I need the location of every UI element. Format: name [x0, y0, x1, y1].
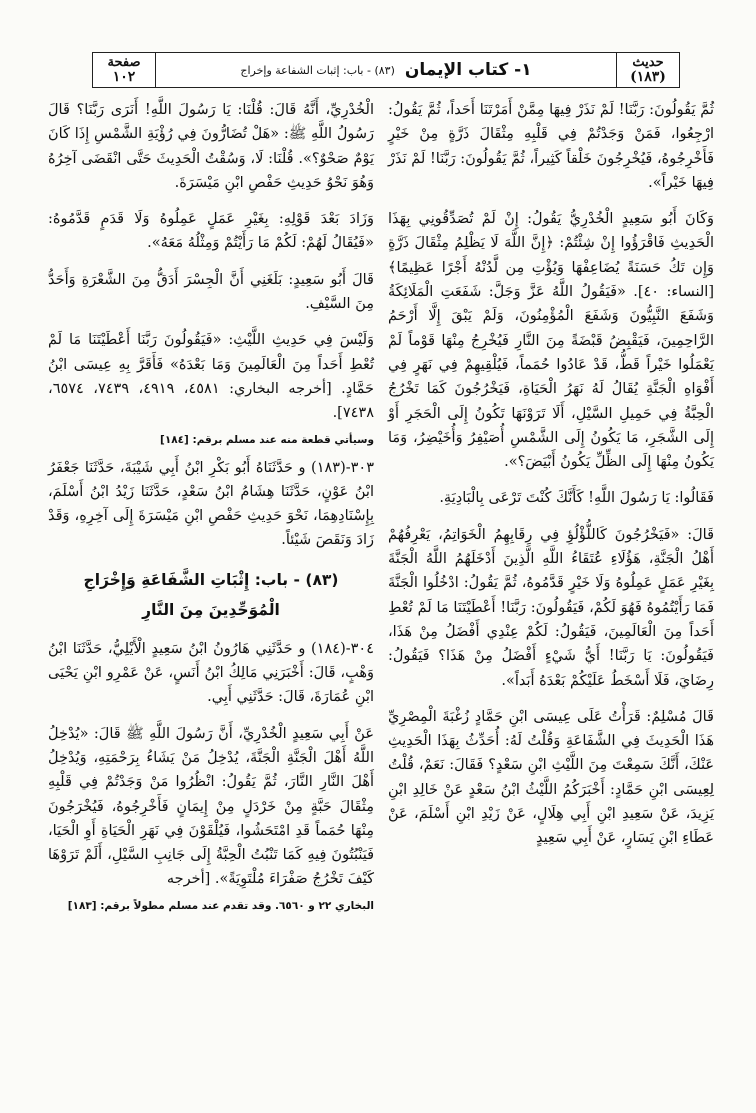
- page-label: صفحة: [107, 55, 141, 70]
- paragraph: وَكَانَ أَبُو سَعِيدٍ الْخُدْرِيُّ يَقُولُ: إِنْ لَمْ تُصَدِّقُونِي بِهَذَا الْحَدِيثِ فَاقْرَؤُوا إِنْ شِئْتُمْ: ﴿إِنَّ اللَّهَ لَا يَظْلِمُ مِثْقَالَ ذَرَّةٍ وَإِن تَكُ حَسَنَةً يُضَاعِفْهَا وَيُؤْتِ مِن لَّدُنْهُ أَجْرًا عَظِيمًا﴾ [النساء: ٤٠]. «فَيَقُولُ اللَّهُ عَزَّ وَجَلَّ: شَفَعَتِ الْمَلَائِكَةُ وَشَفَعَ النَّبِيُّونَ وَشَفَعَ الْمُؤْمِنُونَ، وَلَمْ يَبْقَ إِلَّا أَرْحَمُ الرَّاحِمِينَ، فَيَقْبِضُ قَبْضَةً مِنَ النَّارِ فَيُخْرِجُ مِنْهَا قَوْماً لَمْ يَعْمَلُوا خَيْراً قَطُّ، قَدْ عَادُوا حُمَماً، فَيُلْقِيهِمْ فِي نَهَرٍ فِي أَفْوَاهِ الْجَنَّةِ يُقَالُ لَهُ نَهَرُ الْحَيَاةِ، فَيَخْرُجُونَ كَمَا تَخْرُجُ الْحِبَّةُ فِي حَمِيلِ السَّيْلِ، أَلَا تَرَوْنَهَا تَكُونُ إِلَى الْحَجَرِ أَوْ إِلَى الشَّجَرِ، مَا يَكُونُ إِلَى الشَّمْسِ أُصَيْفِرُ وَأُخَيْضِرُ، وَمَا يَكُونُ مِنْهَا إِلَى الظِّلِّ يَكُونُ أَبْيَضَ؟».: [388, 211, 714, 471]
- book-title: ١- كتاب الإيمان: [404, 60, 532, 80]
- paragraph: قَالَ مُسْلِمٌ: قَرَأْتُ عَلَى عِيسَى ابْنِ حَمَّادٍ زُغْبَةَ الْمِصْرِيِّ هَذَا الْحَدِيثَ فِي الشَّفَاعَةِ وَقُلْتُ لَهُ: أُحَدِّثُ بِهَذَا الْحَدِيثِ عَنْكَ، أَنَّكَ سَمِعْتَ مِنَ اللَّيْثِ ابْنِ سَعْدٍ؟ فَقَالَ: نَعَمْ، قُلْتُ لِعِيسَى ابْنِ حَمَّادٍ: أَخْبَرَكُمُ اللَّيْثُ ابْنُ سَعْدٍ عَنْ خَالِدِ ابْنِ يَزِيدَ، عَنْ سَعِيدِ ابْنِ أَبِي هِلَالٍ، عَنْ زَيْدِ ابْنِ أَسْلَمَ، عَنْ عَطَاءِ ابْنِ يَسَارٍ، عَنْ أَبِي سَعِيدٍ: [388, 708, 714, 847]
- page-number-box: [93, 53, 156, 87]
- paragraph: قَالَ أَبُو سَعِيدٍ: بَلَغَنِي أَنَّ الْجِسْرَ أَدَقُّ مِنَ الشَّعْرَةِ وَأَحَدُّ مِنَ السَّيْفِ.: [48, 271, 374, 313]
- hadith-label: حديث: [632, 55, 664, 70]
- hadith-number: (١٨٣): [630, 69, 666, 85]
- footnote: البخاري ٢٢ و ٦٥٦٠. وقد تقدم عند مسلم مطولاً برقم: [١٨٣]: [67, 899, 374, 912]
- right-column: [388, 98, 714, 863]
- paragraph: ثُمَّ يَقُولُونَ: رَبَّنَا! لَمْ نَذَرْ فِيهَا مِمَّنْ أَمَرْتَنَا أَحَداً، ثُمَّ يَقُولُ: ارْجِعُوا، فَمَنْ وَجَدْتُمْ فِي قَلْبِهِ مِثْقَالَ ذَرَّةٍ مِنْ خَيْرٍ فَأَخْرِجُوهُ، فَيُخْرِجُونَ خَلْقاً كَثِيراً، ثُمَّ يَقُولُونَ: رَبَّنَا! لَمْ نَذَرْ فِيهَا خَيْراً».: [388, 102, 714, 191]
- hadith-chain: ٣٠٤-(١٨٤) و حَدَّثَنِي هَارُونُ ابْنُ سَعِيدٍ الْأَيْلِيُّ، حَدَّثَنَا ابْنُ وَهْبٍ، قَالَ: أَخْبَرَنِي مَالِكُ ابْنُ أَنَسٍ، عَنْ عَمْرِو ابْنِ يَحْيَى ابْنِ عُمَارَةَ، قَالَ: حَدَّثَنِي أَبِي.: [48, 640, 374, 706]
- paragraph: قَالَ: «فَيَخْرُجُونَ كَاللُّؤْلُؤِ فِي رِقَابِهِمُ الْخَوَاتِمُ، يَعْرِفُهُمْ أَهْلُ الْجَنَّةِ، هَؤُلَاءِ عُتَقَاءُ اللَّهِ الَّذِينَ أَدْخَلَهُمُ اللَّهُ الْجَنَّةَ بِغَيْرِ عَمَلٍ عَمِلُوهُ وَلَا خَيْرٍ قَدَّمُوهُ، ثُمَّ يَقُولُ: ادْخُلُوا الْجَنَّةَ فَمَا رَأَيْتُمُوهُ فَهُوَ لَكُمْ، فَيَقُولُونَ: رَبَّنَا! أَعْطَيْتَنَا مَا لَمْ تُعْطِ أَحَداً مِنَ الْعَالَمِينَ، فَيَقُولُ: لَكُمْ عِنْدِي أَفْضَلُ مِنْ هَذَا، فَيَقُولُونَ: يَا رَبَّنَا! أَيُّ شَيْءٍ أَفْضَلُ مِنْ هَذَا؟ فَيَقُولُ: رِضَايَ، فَلَا أَسْخَطُ عَلَيْكُمْ بَعْدَهُ أَبَداً».: [388, 526, 714, 689]
- paragraph: عَنْ أَبِي سَعِيدٍ الْخُدْرِيِّ، أَنَّ رَسُولَ اللَّهِ ﷺ قَالَ: «يُدْخِلُ اللَّهُ أَهْلَ الْجَنَّةِ الْجَنَّةَ، يُدْخِلُ مَنْ يَشَاءُ بِرَحْمَتِهِ، وَيُدْخِلُ أَهْلَ النَّارِ النَّارَ، ثُمَّ يَقُولُ: انْظُرُوا مَنْ وَجَدْتُمْ فِي قَلْبِهِ مِثْقَالَ حَبَّةٍ مِنْ خَرْدَلٍ مِنْ إِيمَانٍ فَأَخْرِجُوهُ، فَيُخْرَجُونَ مِنْهَا حُمَماً قَدِ امْتَحَشُوا، فَيُلْقَوْنَ فِي نَهَرِ الْحَيَاةِ أَوِ الْحَيَا، فَيَنْبُتُونَ فِيهِ كَمَا تَنْبُتُ الْحِبَّةُ إِلَى جَانِبِ السَّيْلِ، أَلَمْ تَرَوْهَا كَيْفَ تَخْرُجُ صَفْرَاءَ مُلْتَوِيَةً». [أخرجه: [48, 725, 374, 888]
- hadith-number-box: [616, 53, 679, 87]
- paragraph: وَلَيْسَ فِي حَدِيثِ اللَّيْثِ: «فَيَقُولُونَ رَبَّنَا أَعْطَيْتَنَا مَا لَمْ تُعْطِ أَحَداً مِنَ الْعَالَمِينَ وَمَا بَعْدَهُ» فَأَقَرَّ بِهِ عِيسَى ابْنُ حَمَّادٍ. [أخرجه البخاري: ٤٥٨١، ٤٩١٩، ٧٤٣٩، ٦٥٧٤، ٧٤٣٨].: [48, 332, 374, 422]
- page-header: [92, 52, 680, 88]
- chapter-title: (٨٣) - باب: إثبات الشفاعة وإخراج: [240, 63, 395, 77]
- left-column: [48, 98, 374, 922]
- paragraph: الْخُدْرِيِّ، أَنَّهُ قَالَ: قُلْنَا: يَا رَسُولَ اللَّهِ! أَنَرَى رَبَّنَا؟ قَالَ رَسُولُ اللَّهِ ﷺ: «هَلْ تُضَارُّونَ فِي رُؤْيَةِ الشَّمْسِ إِذَا كَانَ يَوْمٌ صَحْوٌ؟». قُلْنَا: لَا، وَسُقْتُ الْحَدِيثَ حَتَّى انْقَضَى آخِرُهُ وَهُوَ نَحْوُ حَدِيثِ حَفْصِ ابْنِ مَيْسَرَةَ.: [48, 102, 374, 191]
- hadith-chain: ٣٠٣-(١٨٣) و حَدَّثَنَاهُ أَبُو بَكْرِ ابْنُ أَبِي شَيْبَةَ، حَدَّثَنَا جَعْفَرُ ابْنُ عَوْنٍ، حَدَّثَنَا هِشَامُ ابْنُ سَعْدٍ، حَدَّثَنَا زَيْدُ ابْنُ أَسْلَمَ، بِإِسْنَادِهِمَا، نَحْوَ حَدِيثِ حَفْصِ ابْنِ مَيْسَرَةَ إِلَى آخِرِهِ، وَقَدْ زَادَ وَنَقَصَ شَيْئاً.: [48, 459, 374, 549]
- chapter-heading: (٨٣) - باب: إِثْبَاتِ الشَّفَاعَةِ وَإِخْرَاجِ الْمُوَحِّدِينَ مِنَ النَّارِ: [83, 570, 339, 619]
- paragraph: وَزَادَ بَعْدَ قَوْلِهِ: بِغَيْرِ عَمَلٍ عَمِلُوهُ وَلَا قَدَمٍ قَدَّمُوهُ: «فَيُقَالُ لَهُمْ: لَكُمْ مَا رَأَيْتُمْ وَمِثْلُهُ مَعَهُ».: [48, 211, 374, 252]
- page-number: ١٠٢: [112, 69, 136, 85]
- running-title: [156, 60, 616, 80]
- paragraph: فَقَالُوا: يَا رَسُولَ اللَّهِ! كَأَنَّكَ كُنْتَ تَرْعَى بِالْبَادِيَةِ.: [439, 490, 714, 507]
- cross-reference-note: وسيأتي قطعة منه عند مسلم برقم: [١٨٤]: [160, 433, 374, 446]
